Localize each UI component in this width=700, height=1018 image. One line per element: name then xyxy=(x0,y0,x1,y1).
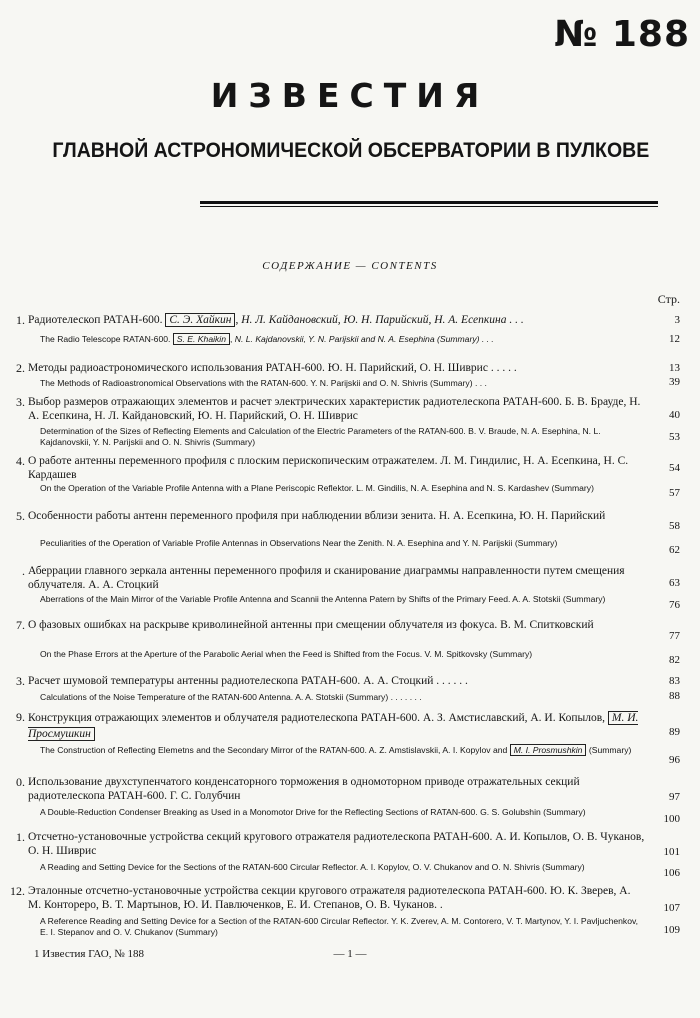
entry-page-en: 100 xyxy=(663,813,680,825)
entry-page-en: 62 xyxy=(669,544,680,556)
entry-title-ru: О работе антенны переменного профиля с плоским перископическим отражателем. Л. М. Гиндилис, Н. А. Есепкина, Н. С. Кардашев xyxy=(28,455,629,481)
entry-number: 1. xyxy=(16,830,25,844)
entry-number: 3. xyxy=(16,674,25,688)
page-column-label: Стр. xyxy=(657,292,680,306)
entry-page-en: 12 xyxy=(669,333,680,345)
boxed-name: М. И. Просмушкин xyxy=(28,712,639,740)
entry-title-ru: Отсчетно-установочные устройства секций кругового отражателя радиотелескопа РАТАН-600. А. И. Копылов, О. В. Чуканов, О. Н. Шиврис xyxy=(28,831,645,857)
entry-page-ru: 101 xyxy=(663,846,680,858)
entry-page-ru: 107 xyxy=(663,902,680,914)
entry-title-en: Determination of the Sizes of Reflecting Elements and Calculation of the Electric Parameters of the RATAN-600. B. V. Braude, N. A. Esephina, N. L. Kajdanovskii, Y. N. Parijskii and O. N. Shivris (Summary) xyxy=(40,426,601,447)
entry-number: 3. xyxy=(16,395,25,409)
entry-title-en: Calculations of the Noise Temperature of the RATAN-600 Antenna. A. A. Stotskii (Summary) . . . . . . . xyxy=(40,692,422,702)
footer-signature: 1 Известия ГАО, № 188 xyxy=(34,948,144,960)
issue-number: № 188 xyxy=(554,14,690,55)
entry-page-ru: 3 xyxy=(674,314,680,326)
entry-title-ru: Аберрации главного зеркала антенны переменного профиля и сканирование диаграммы направленности путем смещения облучателя. А. А. Стоцкий xyxy=(28,565,625,591)
entry-title-ru: Эталонные отсчетно-установочные устройства секции кругового отражателя радиотелескопа РАТАН-600. Ю. К. Зверев, А. М. Контореро, В. Т. Мартынов, Ю. И. Павлюченков, Е. И. Степанов, О. В. Чуканов. . xyxy=(28,885,631,911)
entry-title-en: The Methods of Radioastronomical Observations with the RATAN-600. Y. N. Parijskii and O. N. Shivris (Summary) . . . xyxy=(40,378,487,388)
entry-page-ru: 40 xyxy=(669,409,680,421)
entry-title-en: The Radio Telescope RATAN-600. S. E. Khaikin , N. L. Kajdanovskii, Y. N. Parijskii and N. A. Esephina (Summary) . . . xyxy=(40,334,494,344)
entry-title-ru: Особенности работы антенн переменного профиля при наблюдении вблизи зенита. Н. А. Есепкина, Ю. Н. Парийский xyxy=(28,510,606,522)
entry-page-en: 88 xyxy=(669,690,680,702)
entry-number: 7. xyxy=(16,618,25,632)
entry-number: 9. xyxy=(16,710,25,724)
entry-title-ru: Расчет шумовой температуры антенны радиотелескопа РАТАН-600. А. А. Стоцкий . . . . . . xyxy=(28,675,468,687)
entry-number: 12. xyxy=(10,884,25,898)
entry-title-ru: О фазовых ошибках на раскрыве криволинейной антенны при смещении облучателя из фокуса. В. М. Спитковский xyxy=(28,619,594,631)
entry-page-ru: 58 xyxy=(669,520,680,532)
entry-page-en: 53 xyxy=(669,431,680,443)
entry-title-ru: Радиотелескоп РАТАН-600. С. Э. Хайкин , Н. Л. Кайдановский, Ю. Н. Парийский, Н. А. Есепкина . . . xyxy=(28,314,524,326)
entry-page-en: 96 xyxy=(669,754,680,766)
journal-subtitle: ГЛАВНОЙ АСТРОНОМИЧЕСКОЙ ОБСЕРВАТОРИИ В ПУЛКОВЕ xyxy=(52,139,650,162)
entry-number: 1. xyxy=(16,313,25,327)
journal-title: ИЗВЕСТИЯ xyxy=(210,76,490,115)
boxed-name: С. Э. Хайкин xyxy=(165,313,235,327)
entry-title-ru: Выбор размеров отражающих элементов и расчет электрических характеристик радиотелескопа РАТАН-600. Б. В. Брауде, Н. А. Есепкина, Н. Л. Кайдановский, Ю. Н. Парийский, О. Н. Шиврис xyxy=(28,396,641,422)
entry-page-ru: 63 xyxy=(669,577,680,589)
entry-title-en: On the Phase Errors at the Aperture of the Parabolic Aerial when the Feed is Shifted from the Focus. V. M. Spitkovsky (Summary) xyxy=(40,649,533,659)
entry-number: 5. xyxy=(16,509,25,523)
title-rule-thick xyxy=(200,201,658,204)
entry-page-en: 106 xyxy=(663,867,680,879)
entry-page-en: 39 xyxy=(669,376,680,388)
entry-page-en: 82 xyxy=(669,654,680,666)
boxed-name: S. E. Khaikin xyxy=(173,333,230,345)
entry-number: . xyxy=(22,564,25,578)
entry-title-en: On the Operation of the Variable Profile Antenna with a Plane Periscopic Reflektor. L. M. Gindilis, N. A. Esephina and N. S. Kardashev (Summary) xyxy=(40,483,594,493)
entry-page-en: 76 xyxy=(669,599,680,611)
entry-page-ru: 54 xyxy=(669,462,680,474)
entry-title-en: A Reading and Setting Device for the Sections of the RATAN-600 Circular Reflector. A. I. Kopylov, O. V. Chukanov and O. N. Shivris (Summary) xyxy=(40,862,585,872)
entry-title-ru: Методы радиоастрономического использования РАТАН-600. Ю. Н. Парийский, О. Н. Шиврис . . . . . xyxy=(28,362,517,374)
entry-title-en: Peculiarities of the Operation of Variable Profile Antennas in Observations Near the Zenith. N. A. Esephina and Y. N. Parijskii (Summary) xyxy=(40,538,558,548)
entry-page-en: 57 xyxy=(669,487,680,499)
entry-number: 0. xyxy=(16,775,25,789)
entry-title-en: Aberrations of the Main Mirror of the Variable Profile Antenna and Scannii the Antenna Patern by Shifts of the Primary Feed. A. A. Stotskii (Summary) xyxy=(40,594,606,604)
boxed-name: M. I. Prosmushkin xyxy=(510,744,587,756)
entry-title-en: The Construction of Reflecting Elemetns and the Secondary Mirror of the RATAN-600. A. Z. Amstislavskii, A. I. Kopylov and M. I. Prosmushkin (Summary) xyxy=(40,745,632,755)
entry-number: 2. xyxy=(16,361,25,375)
entry-title-en: A Double-Reduction Condenser Breaking as Used in a Monomotor Drive for the Reflecting Sections of RATAN-600. G. S. Golubshin (Summary) xyxy=(40,807,586,817)
footer-page-number: — 1 — xyxy=(333,948,367,960)
entry-number: 4. xyxy=(16,454,25,468)
entry-title-ru: Конструкция отражающих элементов и облучателя радиотелескопа РАТАН-600. А. З. Амстиславский, А. И. Копылов, М. И. Просмушкин xyxy=(28,712,639,740)
contents-heading: СОДЕРЖАНИЕ — CONTENTS xyxy=(262,260,438,272)
entry-page-ru: 97 xyxy=(669,791,680,803)
entry-title-ru: Использование двухступенчатого конденсаторного торможения в одномоторном приводе отражательных секций радиотелескопа РАТАН-600. Г. С. Голубчин xyxy=(28,776,580,802)
entry-page-ru: 13 xyxy=(669,362,680,374)
entry-page-ru: 89 xyxy=(669,726,680,738)
entry-page-en: 109 xyxy=(663,924,680,936)
entry-page-ru: 83 xyxy=(669,675,680,687)
entry-title-en: A Reference Reading and Setting Device for a Section of the RATAN-600 Circular Reflector. Y. K. Zverev, A. M. Contorero, V. T. Martynov, Y. I. Pavljuchenkov, E. I. Stepanov and O. V. Chukanov (Summary) xyxy=(40,916,639,937)
entry-page-ru: 77 xyxy=(669,630,680,642)
title-rule-thin xyxy=(200,206,658,207)
